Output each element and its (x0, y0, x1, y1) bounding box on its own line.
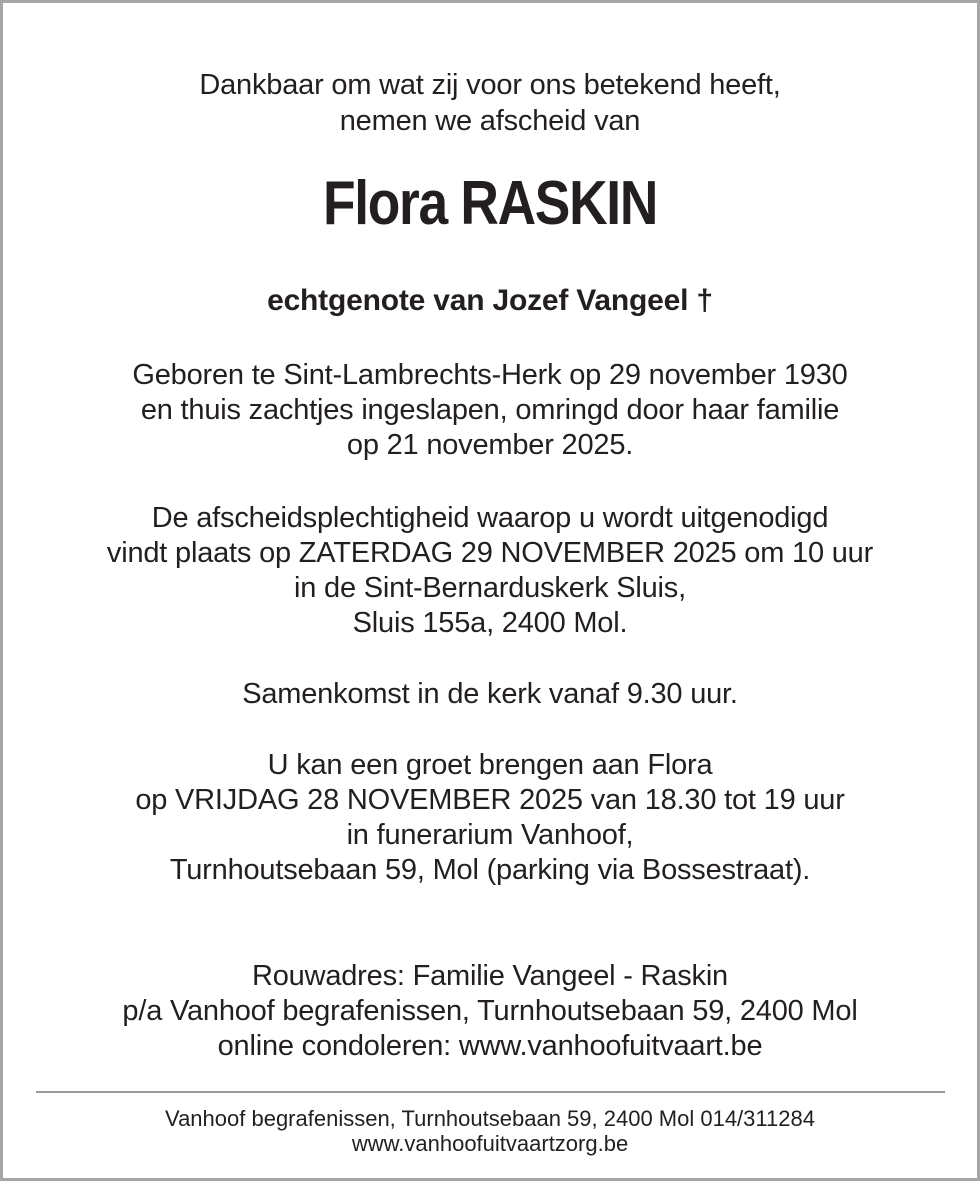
life-details-line-1: Geboren te Sint-Lambrechts-Herk op 29 november 1930 (132, 359, 848, 391)
mourning-address-line-3: online condoleren: www.vanhoofuitvaart.be (217, 1030, 763, 1062)
intro-line-1: Dankbaar om wat zij voor ons betekend heeft, (199, 69, 781, 101)
ceremony-line-3: in de Sint-Bernarduskerk Sluis, (294, 572, 686, 604)
mourning-address-line-2: p/a Vanhoof begrafenissen, Turnhoutsebaan 59, 2400 Mol (122, 995, 858, 1027)
life-details-line-3: op 21 november 2025. (346, 429, 634, 461)
life-details-line-2: en thuis zachtjes ingeslapen, omringd door haar familie (140, 394, 840, 426)
ceremony-line-1: De afscheidsplechtigheid waarop u wordt uitgenodigd (151, 502, 829, 534)
visitation-line-2: op VRIJDAG 28 NOVEMBER 2025 van 18.30 tot 19 uur (135, 784, 845, 816)
gathering-line: Samenkomst in de kerk vanaf 9.30 uur. (242, 678, 738, 710)
footer-divider (36, 1091, 945, 1093)
visitation-line-4: Turnhoutsebaan 59, Mol (parking via Bossestraat). (169, 854, 811, 886)
deceased-name: Flora RASKIN (322, 169, 658, 238)
visitation-line-3: in funerarium Vanhoof, (346, 819, 634, 851)
footer-line-1: Vanhoof begrafenissen, Turnhoutsebaan 59, 2400 Mol 014/311284 (165, 1106, 815, 1131)
ceremony-line-4: Sluis 155a, 2400 Mol. (352, 607, 628, 639)
ceremony-line-2: vindt plaats op ZATERDAG 29 NOVEMBER 2025 om 10 uur (106, 537, 874, 569)
spouse-line: echtgenote van Jozef Vangeel † (267, 284, 713, 317)
mourning-address-line-1: Rouwadres: Familie Vangeel - Raskin (251, 960, 728, 992)
footer-website: www.vanhoofuitvaartzorg.be (351, 1131, 629, 1156)
intro-line-2: nemen we afscheid van (339, 105, 641, 137)
visitation-line-1: U kan een groet brengen aan Flora (267, 749, 713, 781)
